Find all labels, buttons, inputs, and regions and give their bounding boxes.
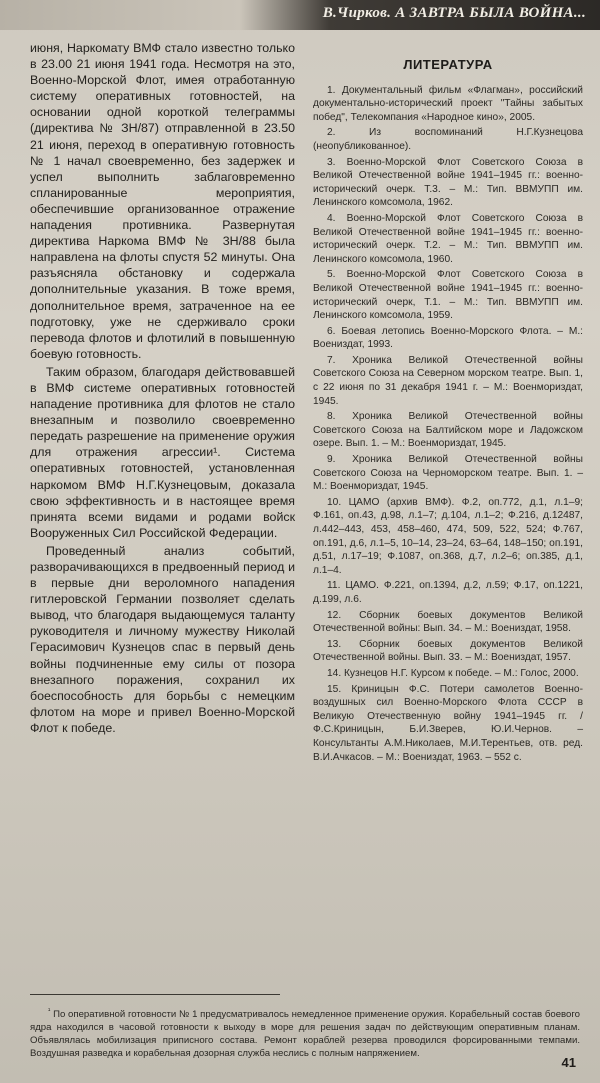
- reference-item: 5. Военно-Морской Флот Советского Союза в Великой Отечественной войне 1941–1945 гг.: военно-исторический очерк, Т.1. – М.: Тип. ВВМУПП им. Ленинского комсомола, 1959.: [313, 269, 583, 322]
- reference-item: 6. Боевая летопись Военно-Морского Флота. – М.: Воениздат, 1993.: [313, 325, 583, 351]
- reference-item: 13. Сборник боевых документов Великой Отечественной войны. Вып. 33. – М.: Воениздат, 1957.: [313, 638, 583, 664]
- main-text-column: [30, 40, 295, 736]
- footnote-divider: [30, 994, 280, 995]
- footnote-mark: ¹: [48, 1008, 51, 1015]
- body-paragraph: Проведенный анализ событий, разворачивающихся в предвоенный период и в первые дни вероломного нападения гитлеровской Германии позволяет сделать вывод, что благодаря выдающемуся таланту руководителя и личному мужеству Николай Герасимович Кузнецов спас в первый день войны подчиненные ему силы от позора внезапного поражения, сохранил их боеспособность для борьбы с немецким флотом на море и привел Военно-Морской Флот к победе.: [30, 543, 295, 735]
- running-head: В.Чирков. А ЗАВТРА БЫЛА ВОЙНА...: [322, 5, 586, 21]
- reference-item: 2. Из воспоминаний Н.Г.Кузнецова (неопубликованное).: [313, 127, 583, 152]
- literature-column: [313, 58, 583, 766]
- reference-item: 10. ЦАМО (архив ВМФ). Ф.2, оп.772, д.1, л.1–9; Ф.161, оп.43, д.98, л.1–7; д.104, л.1–2; Ф.216, д.12487, л.442–443, 453, 458–460, 474, 509, 522, 524; Ф.767, оп.191, д.6, л.1–5, 10–14, 23–24, 63–64, 148–150; оп.191, д.51, л.17–19; Ф.1087, оп.368, д.7, л.2–6; оп.385, д.1, л.1–4.: [313, 496, 583, 576]
- body-paragraph: Таким образом, благодаря действовавшей в ВМФ системе оперативных готовностей нападение противника для флотов не стало внезапным и позволило своевременно передать разрешение на применение оружия для отражения агрессии¹. Система оперативных готовностей, установленная наркомом ВМФ Н.Г.Кузнецовым, доказала свою эффективность и в настоящее время принята всеми видами и родами войск Вооруженных Сил Российской Федерации.: [30, 364, 295, 540]
- reference-item: 11. ЦАМО. Ф.221, оп.1394, д.2, л.59; Ф.17, оп.1221, д.199, л.6.: [313, 580, 583, 605]
- reference-item: 8. Хроника Великой Отечественной войны Советского Союза на Балтийском море и Ладожском озере. Вып. 1. – М.: Военмориздат, 1945.: [313, 411, 583, 450]
- reference-item: 3. Военно-Морской Флот Советского Союза в Великой Отечественной войне 1941–1945 гг.: военно-исторический очерк. Т.3. – М.: Тип. ВВМУПП им. Ленинского комсомола, 1962.: [313, 156, 583, 209]
- footnote-text: По оперативной готовности № 1 предусматривалось немедленное применение оружия. Корабельный состав боевого ядра находился в часовой готовности к выходу в море для решения задач по действующим оперативным планам. Объявлялась мобилизация приписного состава. Ремонт кораблей резерва проводился форсированными темпами. Воздушная разведка и корабельная дозорная служба неслись с полным напряжением.: [30, 1009, 580, 1060]
- reference-item: 9. Хроника Великой Отечественной войны Советского Союза на Черноморском театре. Вып. 1. – М.: Военмориздат, 1945.: [313, 454, 583, 493]
- literature-title: ЛИТЕРАТУРА: [403, 57, 493, 72]
- body-paragraph: июня, Наркомату ВМФ стало известно только в 23.00 21 июня 1941 года. Несмотря на это, Военно-Морской Флот, имея отработанную систему оперативных готовностей, на основании одной короткой телеграммы (директива № ЗН/87) отправленной в 23.50 21 июня, переход в оперативную готовность № 1 начал своевременно, без задержек и успел выполнить заблаговременно спланированные мероприятия, обеспечившие организованное отражение нападения противника. Развернутая директива Наркома ВМФ № 3Н/88 была направлена на флоты спустя 52 минуты. Она разъясняла обстановку и содержала дополнительные указания. В тоже время, дополнительное время, затраченное на ее подготовку, уже не сдерживало сроки перевода флотов и флотилий в повышенную боевую готовность.: [30, 41, 295, 361]
- reference-item: 4. Военно-Морской Флот Советского Союза в Великой Отечественной войне 1941–1945 гг.: военно-исторический очерк. Т.2. – М.: Тип. ВВМУПП им. Ленинского комсомола, 1960.: [313, 212, 583, 265]
- footnote: [30, 1005, 580, 1060]
- reference-item: 12. Сборник боевых документов Великой Отечественной войны: Вып. 34. – М.: Воениздат, 1958.: [313, 609, 583, 635]
- page-number: 41: [561, 1055, 576, 1070]
- reference-item: 1. Документальный фильм «Флагман», российский документально-исторический проект "Тайны забытых побед", Телекомпания «Народное кино», 2005.: [313, 84, 583, 123]
- reference-item: 7. Хроника Великой Отечественной войны Советского Союза на Северном морском театре. Вып. 1, с 22 июня по 31 декабря 1941 г. – М.: Военмориздат, 1945.: [313, 354, 583, 407]
- reference-item: 15. Криницын Ф.С. Потери самолетов Военно-воздушных сил Военно-Морского Флота СССР в Великую Отечественную войну 1941–1945 гг. / Ф.С.Криницын, Б.И.Зверев, Ю.И.Чернов. – Консультанты А.М.Николаев, М.И.Терентьев, отв. ред. В.И.Ачкасов. – М.: Воениздат, 1963. – 552 с.: [313, 683, 583, 763]
- reference-item: 14. Кузнецов Н.Г. Курсом к победе. – М.: Голос, 2000.: [327, 667, 579, 679]
